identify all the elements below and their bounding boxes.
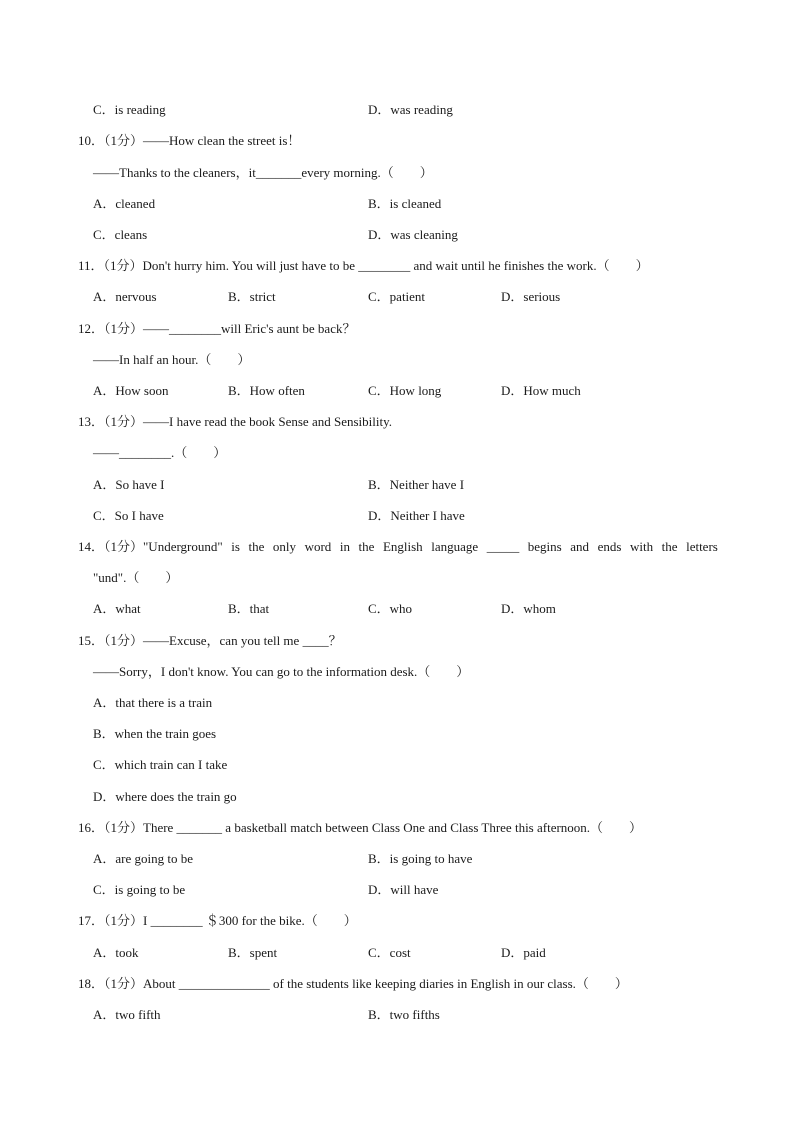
q15-option-d: D．where does the train go <box>93 789 237 804</box>
q16-option-b: B．is going to have <box>368 851 473 866</box>
q15-option-b: B．when the train goes <box>93 726 217 741</box>
q14-word: the <box>661 539 678 554</box>
q14-option-c: C．who <box>368 601 413 616</box>
q13-option-a: A．So have I <box>93 477 165 492</box>
q14-word: the <box>248 539 265 554</box>
q14-word: begins <box>527 539 562 554</box>
q14-option-b: B．that <box>228 601 270 616</box>
q16-option-a: A．are going to be <box>93 851 194 866</box>
q10-stem: 10．（1分）——How clean the street is！ <box>78 133 301 148</box>
q11-option-d: D．serious <box>501 289 561 304</box>
q14-word: in <box>339 539 350 554</box>
q11-option-c: C．patient <box>368 289 426 304</box>
q13-dialogue: ——________.（ ） <box>93 445 227 460</box>
q18-option-a: A．two fifth <box>93 1007 161 1022</box>
q14-word: language <box>431 539 479 554</box>
q15-stem: 15．（1分）——Excuse，can you tell me ____？ <box>78 633 342 648</box>
q17-option-b: B．spent <box>228 945 278 960</box>
q13-stem: 13．（1分）——I have read the book Sense and Sensibility. <box>78 414 392 429</box>
q14-word: _____ <box>486 539 520 554</box>
q13-option-c: C．So I have <box>93 508 164 523</box>
q15-option-a: A．that there is a train <box>93 695 213 710</box>
q14-word: English <box>382 539 423 554</box>
q18-option-b: B．two fifths <box>368 1007 440 1022</box>
q14-word: and <box>570 539 590 554</box>
q10-option-a: A．cleaned <box>93 196 156 211</box>
q14-option-d: D．whom <box>501 601 556 616</box>
q16-option-c: C．is going to be <box>93 882 186 897</box>
q10-option-d: D．was cleaning <box>368 227 458 242</box>
q11-stem: 11．（1分）Don't hurry him. You will just have to be ________ and wait until he finishes the work.（ ） <box>78 258 649 273</box>
q14-word: word <box>304 539 332 554</box>
q13-option-b: B．Neither have I <box>368 477 465 492</box>
q15-dialogue: ——Sorry，I don't know. You can go to the information desk.（ ） <box>93 664 470 679</box>
q12-option-b: B．How often <box>228 383 305 398</box>
q10-dialogue: ——Thanks to the cleaners，it_______every morning.（ ） <box>93 165 433 180</box>
q9-option-d: D．was reading <box>368 102 453 117</box>
q16-stem: 16．（1分）There _______ a basketball match between Class One and Class Three this afternoon.（ ） <box>78 820 643 835</box>
q16-option-d: D．will have <box>368 882 439 897</box>
q14-stem <box>78 539 718 555</box>
q10-option-b: B．is cleaned <box>368 196 442 211</box>
q14-word: the <box>358 539 375 554</box>
q17-option-a: A．took <box>93 945 139 960</box>
q18-stem: 18．（1分）About ______________ of the students like keeping diaries in English in our class.（ ） <box>78 976 628 991</box>
q14-word: ends <box>597 539 622 554</box>
q14-word: letters <box>686 539 718 554</box>
q12-option-a: A．How soon <box>93 383 169 398</box>
q11-option-a: A．nervous <box>93 289 157 304</box>
q13-option-d: D．Neither I have <box>368 508 465 523</box>
q14-word: 14．（1分）"Underground" <box>78 539 223 554</box>
q17-option-c: C．cost <box>368 945 411 960</box>
q11-option-b: B．strict <box>228 289 276 304</box>
q14-option-a: A．what <box>93 601 141 616</box>
q14-stem-continued: "und".（ ） <box>93 570 179 585</box>
q14-word: is <box>231 539 240 554</box>
q12-option-d: D．How much <box>501 383 581 398</box>
q15-option-c: C．which train can I take <box>93 757 228 772</box>
q12-dialogue: ——In half an hour.（ ） <box>93 352 251 367</box>
q10-option-c: C．cleans <box>93 227 148 242</box>
q14-word: only <box>272 539 297 554</box>
q9-option-c: C．is reading <box>93 102 166 117</box>
q12-stem: 12．（1分）——________will Eric's aunt be back？ <box>78 321 356 336</box>
q12-option-c: C．How long <box>368 383 442 398</box>
q14-word: with <box>629 539 654 554</box>
q17-option-d: D．paid <box>501 945 546 960</box>
q17-stem: 17．（1分）I ________ ＄300 for the bike.（ ） <box>78 913 357 928</box>
